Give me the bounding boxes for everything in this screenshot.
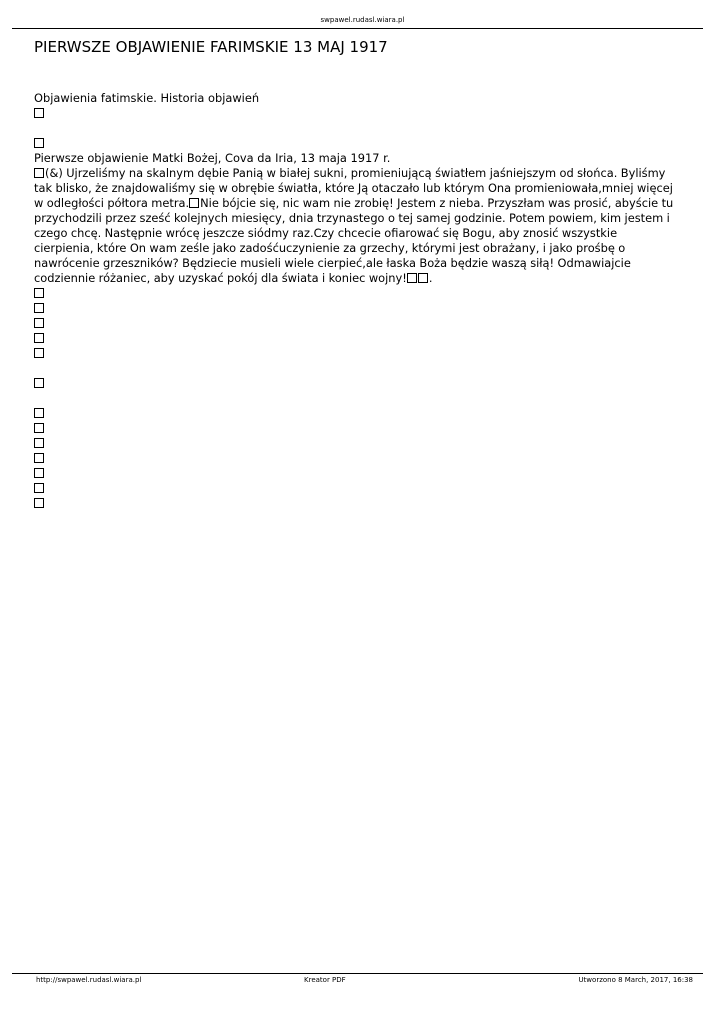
footer-creator: Kreator PDF: [304, 976, 346, 984]
missing-glyph-line: [34, 106, 674, 121]
missing-glyph-line: [34, 286, 674, 301]
blank-line: [34, 121, 674, 136]
missing-glyph-line: [34, 421, 674, 436]
site-header: swpawel.rudasl.wiara.pl: [320, 16, 405, 24]
blank-line: [34, 391, 674, 406]
missing-glyph-icon: [34, 378, 44, 388]
document-body: [34, 91, 674, 511]
footer-divider: [12, 973, 703, 974]
header-divider: [12, 28, 703, 29]
missing-glyph-line: [34, 301, 674, 316]
missing-glyph-icon: [34, 108, 44, 118]
page-title: PIERWSZE OBJAWIENIE FARIMSKIE 13 MAJ 1917: [34, 38, 388, 56]
missing-glyph-line: [34, 331, 674, 346]
missing-glyph-icon: [189, 198, 199, 208]
section-heading: Objawienia fatimskie. Historia objawień: [34, 91, 260, 105]
missing-glyph-line: [34, 466, 674, 481]
missing-glyph-line: [34, 406, 674, 421]
missing-glyph-line: [34, 316, 674, 331]
missing-glyph-icon: [34, 333, 44, 343]
footer-url: http://swpawel.rudasl.wiara.pl: [36, 976, 142, 984]
missing-glyph-icon: [407, 273, 417, 283]
missing-glyph-icon: [34, 468, 44, 478]
footer-created-date: Utworzono 8 March, 2017, 16:38: [578, 976, 693, 984]
missing-glyph-icon: [34, 348, 44, 358]
missing-glyph-icon: [418, 273, 428, 283]
apparition-text-part1: (&) Ujrzeliśmy na skalnym dębie Panią w białej sukni, promieniującą światłem jaśniejszym od słońca. Byliśmy tak blisko, że znajdowaliśmy się w obrębie światła, które Ją otaczało lub którym Ona promieniowała,mniej więcej w odległości półtora metra.: [34, 166, 673, 210]
blank-line: [34, 361, 674, 376]
missing-glyph-line: [34, 481, 674, 496]
missing-glyph-icon: [34, 138, 44, 148]
missing-glyph-icon: [34, 303, 44, 313]
missing-glyph-line: [34, 376, 674, 391]
missing-glyph-line: [34, 136, 674, 151]
missing-glyph-icon: [34, 168, 44, 178]
missing-glyph-icon: [34, 423, 44, 433]
apparition-text-part2: Nie bójcie się, nic wam nie zrobię! Jestem z nieba. Przyszłam was prosić, abyście tu przychodzili przez sześć kolejnych miesięcy, dnia trzynastego o tej samej godzinie. Potem powiem, kim jestem i czego chcę. Następnie wrócę jeszcze siódmy raz.Czy chcecie ofiarować się Bogu, aby znosić wszystkie cierpienia, które On wam ześle jako zadośćuczynienie za grzechy, którymi jest obrażany, i jako prośbę o nawrócenie grzeszników? Będziecie musieli wiele cierpieć,ale łaska Boża będzie waszą siłą! Odmawiajcie codziennie różaniec, aby uzyskać pokój dla świata i koniec wojny!: [34, 196, 674, 285]
missing-glyph-icon: [34, 288, 44, 298]
apparition-text-end: .: [428, 271, 433, 285]
missing-glyph-icon: [34, 318, 44, 328]
missing-glyph-icon: [34, 453, 44, 463]
missing-glyph-line: [34, 451, 674, 466]
missing-glyph-icon: [34, 438, 44, 448]
apparition-heading: Pierwsze objawienie Matki Bożej, Cova da Iria, 13 maja 1917 r.: [34, 151, 391, 165]
missing-glyph-line: [34, 496, 674, 511]
missing-glyph-icon: [34, 408, 44, 418]
missing-glyph-line: [34, 346, 674, 361]
missing-glyph-icon: [34, 498, 44, 508]
apparition-text: [34, 166, 674, 286]
missing-glyph-line: [34, 436, 674, 451]
missing-glyph-icon: [34, 483, 44, 493]
